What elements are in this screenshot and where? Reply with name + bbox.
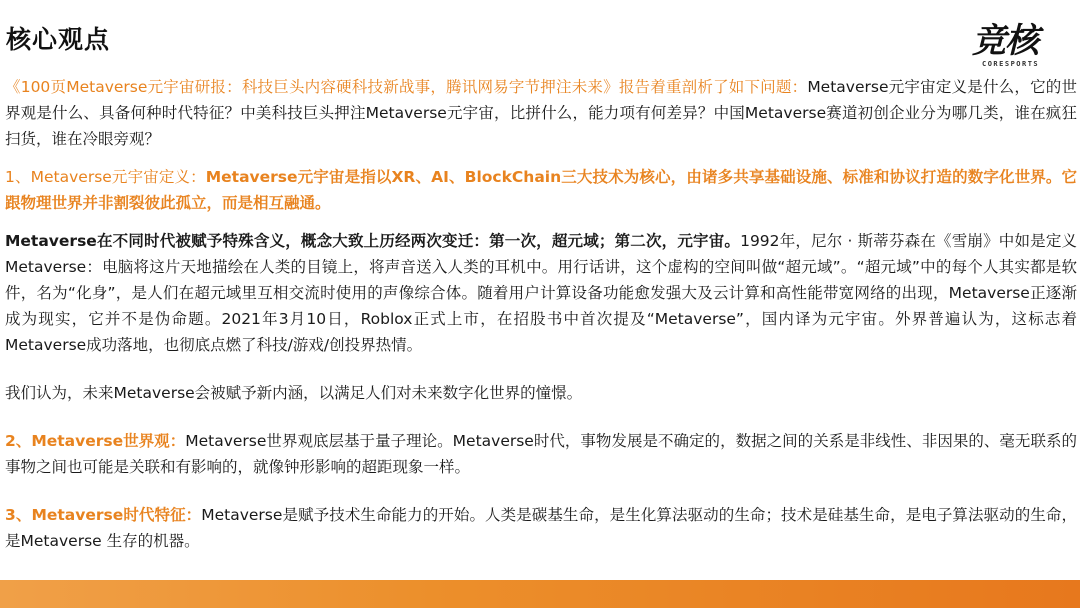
logo-sub-text: CORESPORTS [982,60,1040,68]
main-content [5,74,1077,566]
intro-paragraph [5,74,1077,152]
section2-paragraph [5,428,1077,480]
page-title: 核心观点 [6,25,111,54]
section3-text: Metaverse是赋予技术生命能力的开始。人类是碳基生命，是生化算法驱动的生命；技术是硅基生命，是电子算法驱动的生命，是Metaverse 生存的机器。 [5,506,1077,550]
intro-text: Metaverse元宇宙定义是什么，它的世界观是什么、具备何种时代特征？中美科技巨头押注Metaverse元宇宙，比拼什么，能力项有何差异？中国Metaverse赛道初创企业分为哪几类，谁在疯狂扫货，谁在冷眼旁观？ [5,78,1077,148]
logo-main-text: 竞核 [972,21,1038,61]
footer-bar [0,580,1080,608]
section2-text: Metaverse世界观底层基于量子理论。Metaverse时代，事物发展是不确定的，数据之间的关系是非线性、非因果的、毫无联系的事物之间也可能是关联和有影响的，就像钟形影响的超距现象一样。 [5,432,1077,476]
section1-heading: 1、Metaverse元宇宙定义： [5,168,206,186]
section3-heading: 3、Metaverse时代特征： [5,506,202,524]
brand-logo [968,22,1072,74]
intro-highlight: 《100页Metaverse元宇宙研报：科技巨头内容硬科技新战事，腾讯网易字节押注未来》报告着重剖析了如下问题： [5,78,808,96]
history-bold: Metaverse在不同时代被赋予特殊含义，概念大致上历经两次变迁：第一次，超元域；第二次，元宇宙。 [5,232,741,250]
opinion-paragraph [5,380,1077,406]
section3-paragraph [5,502,1077,554]
history-text: 1992年，尼尔 · 斯蒂芬森在《雪崩》中如是定义Metaverse：电脑将这片天地描绘在人类的目镜上，将声音送入人类的耳机中。用行话讲，这个虚构的空间叫做“超元域”。“超元域”中的每个人其实都是软件，名为“化身”，是人们在超元域里互相交流时使用的声像综合体。随着用户计算设备功能愈发强大及云计算和高性能带宽网络的出现，Metaverse正逐渐成为现实，它并不是伪命题。2021年3月10日，Roblox正式上市，在招股书中首次提及“Metaverse”，国内译为元宇宙。外界普遍认为，这标志着Metaverse成功落地，也彻底点燃了科技/游戏/创投界热情。 [5,232,1078,354]
section1-highlight: Metaverse元宇宙是指以XR、AI、BlockChain三大技术为核心，由诸多共享基础设施、标准和协议打造的数字化世界。它跟物理世界并非割裂彼此孤立，而是相互融通。 [5,168,1077,212]
opinion-text: 我们认为，未来Metaverse会被赋予新内涵，以满足人们对未来数字化世界的憧憬。 [5,384,583,402]
section1-paragraph [5,164,1077,216]
history-paragraph [5,228,1077,358]
section2-heading: 2、Metaverse世界观： [5,432,186,450]
